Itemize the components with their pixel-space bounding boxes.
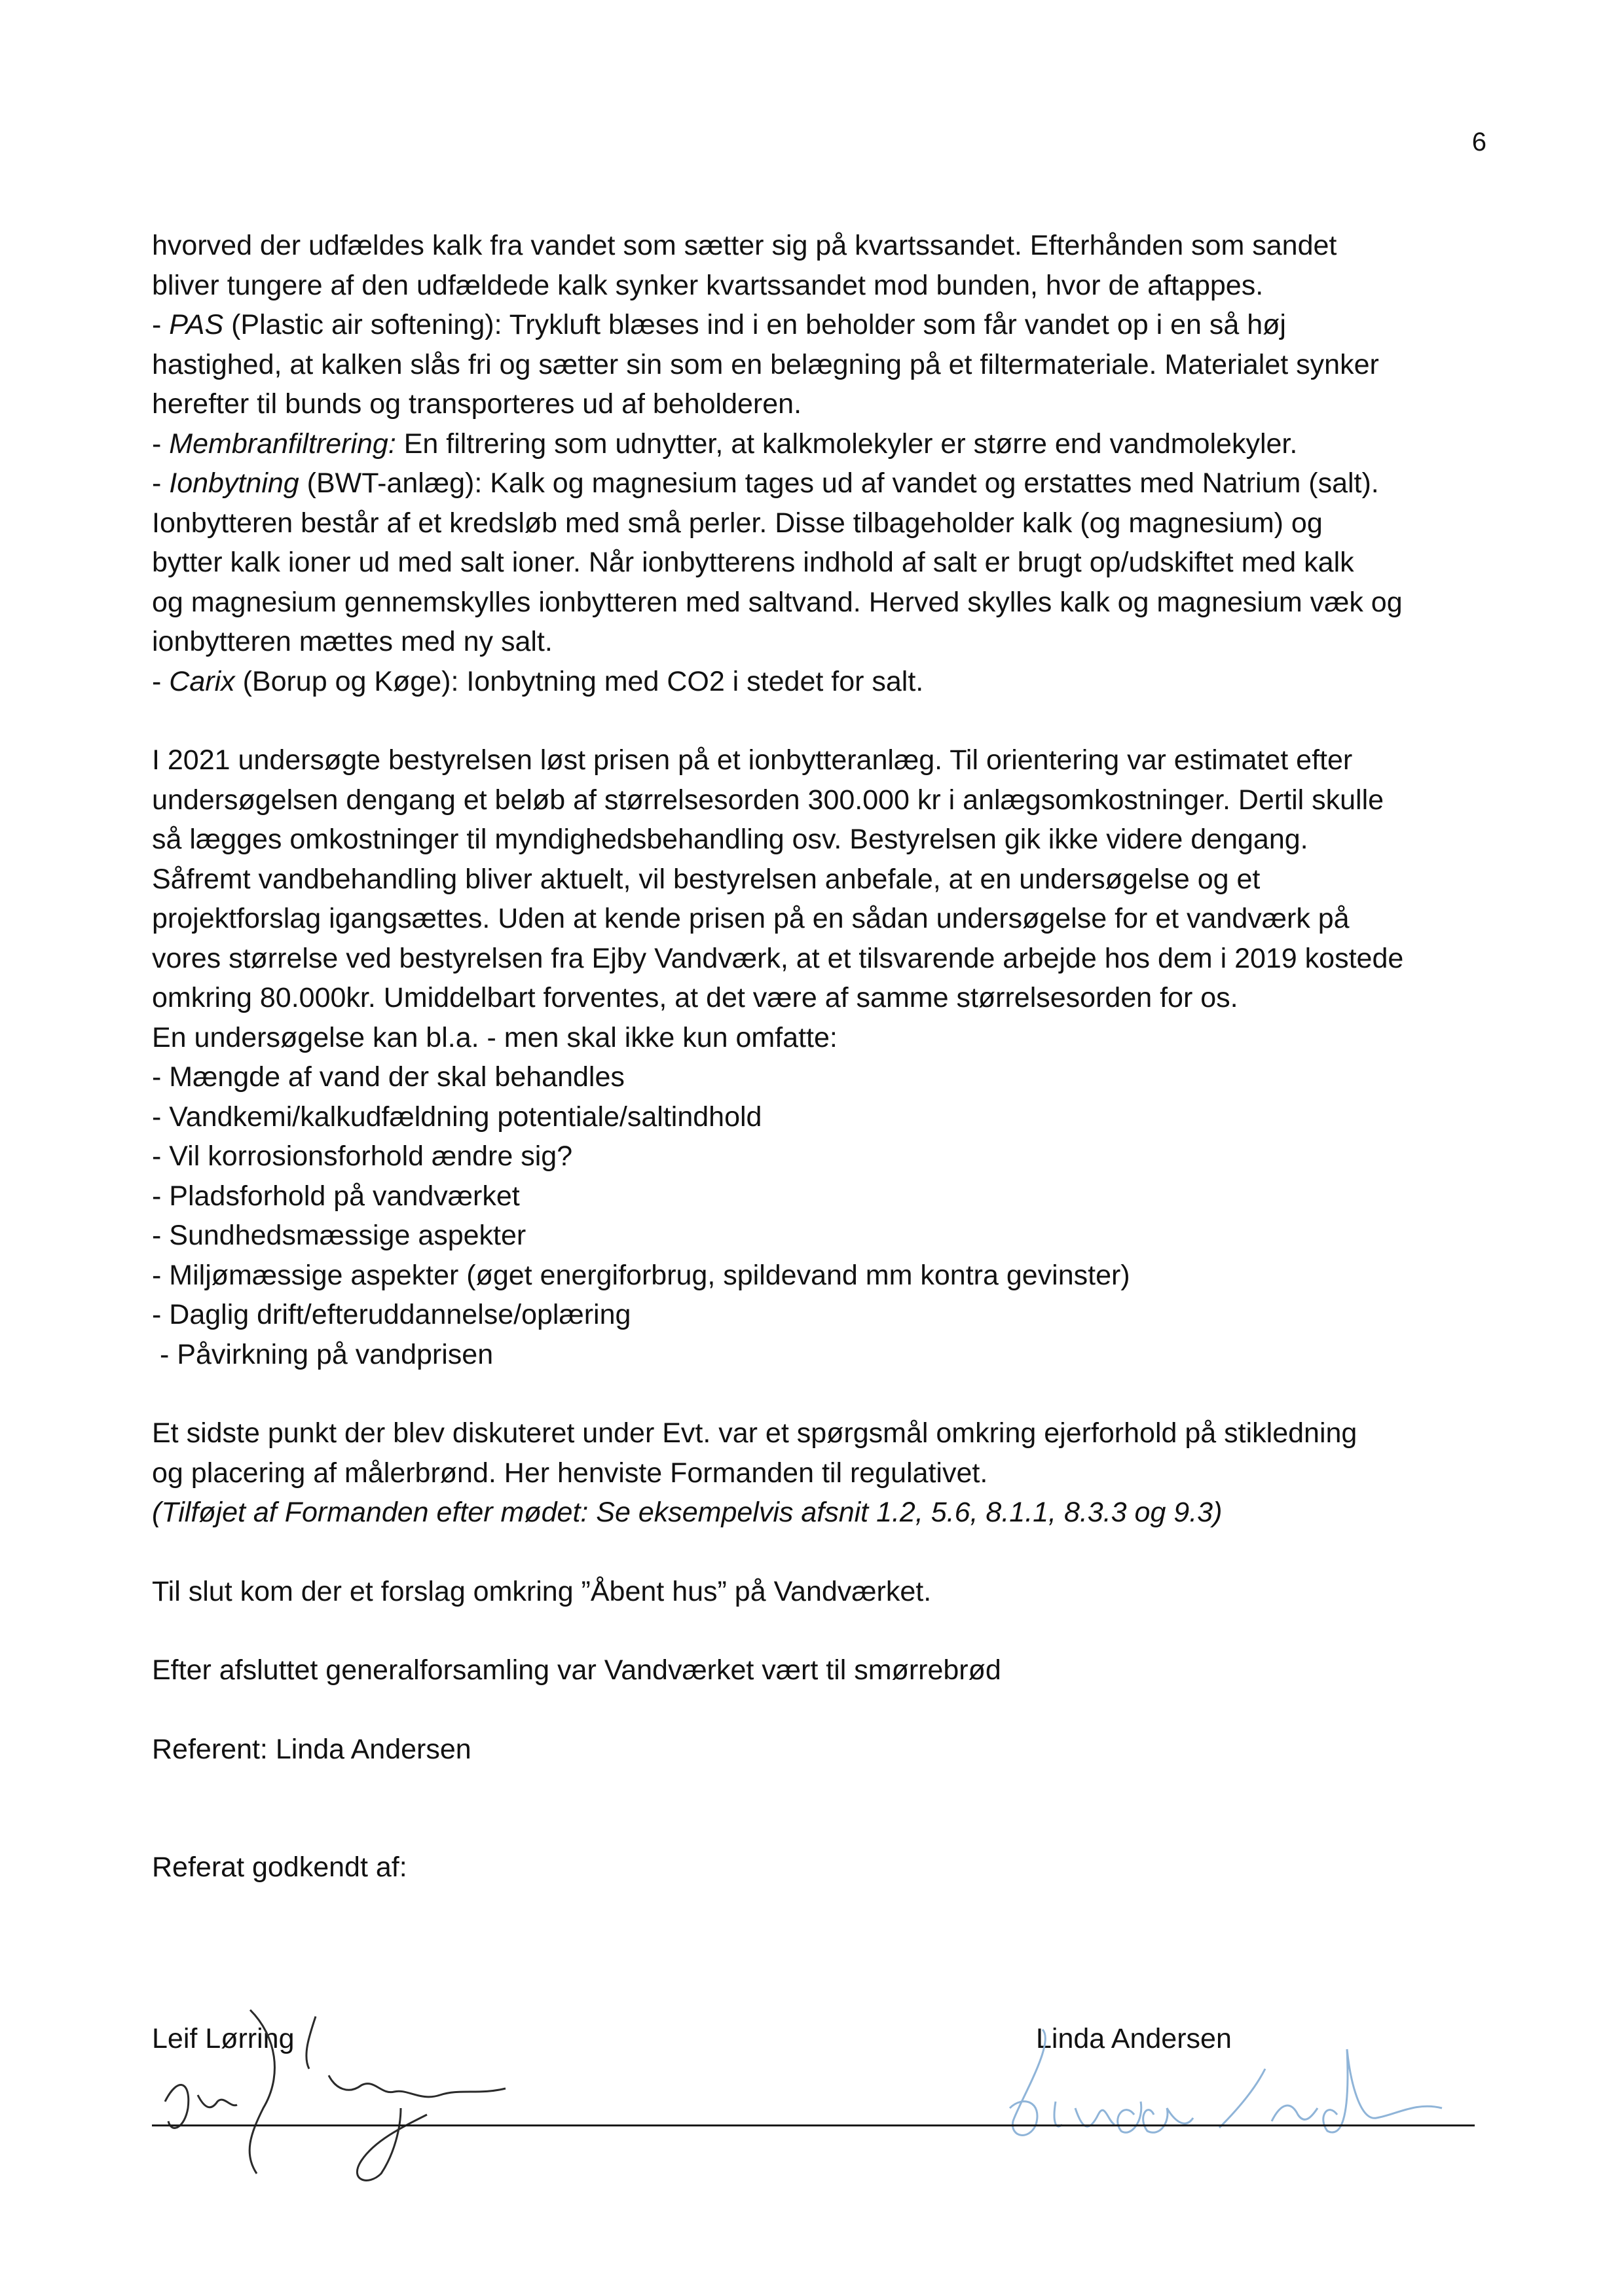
list-item: - Vil korrosionsforhold ændre sig?	[152, 1140, 573, 1172]
text-line: bytter kalk ioner ud med salt ioner. Når ionbytterens indhold af salt er brugt op/udskiftet med kalk	[152, 547, 1354, 578]
text-line: omkring 80.000kr. Umiddelbart forventes, at det være af samme størrelsesorden for os.	[152, 982, 1238, 1013]
text-line: Ionbytteren består af et kredsløb med små perler. Disse tilbageholder kalk (og magnesium) og	[152, 507, 1323, 539]
membran-term: Membranfiltrering:	[169, 428, 396, 460]
text-line: herefter til bunds og transporteres ud af beholderen.	[152, 388, 802, 420]
membran-text: En filtrering som udnytter, at kalkmolekyler er større end vandmolekyler.	[396, 428, 1298, 460]
left-signatory-name: Leif Lørring	[152, 2023, 295, 2054]
referent-line: Referent: Linda Andersen	[152, 1733, 471, 1765]
approval-heading: Referat godkendt af:	[152, 1851, 407, 1883]
signature-line	[152, 2124, 1475, 2126]
text-line: projektforslag igangsættes. Uden at kende prisen på en sådan undersøgelse for et vandværk på	[152, 903, 1350, 934]
text-line: ionbytteren mættes med ny salt.	[152, 626, 553, 657]
left-handwritten-signature	[152, 1997, 558, 2193]
ion-term: Ionbytning	[169, 467, 299, 499]
text-line: hvorved der udfældes kalk fra vandet som sætter sig på kvartssandet. Efterhånden som sandet	[152, 230, 1337, 261]
pas-text: (Plastic air softening): Trykluft blæses ind i en beholder som får vandet op i en så høj	[223, 309, 1286, 340]
list-item: - Sundhedsmæssige aspekter	[152, 1220, 526, 1251]
text-line: bliver tungere af den udfældede kalk synker kvartssandet mod bunden, hvor de aftappes.	[152, 269, 1264, 301]
list-item: - Vandkemi/kalkudfældning potentiale/saltindhold	[152, 1101, 762, 1133]
text-line: og placering af målerbrønd. Her henviste Formanden til regulativet.	[152, 1457, 988, 1489]
text-line: Et sidste punkt der blev diskuteret under Evt. var et spørgsmål omkring ejerforhold på stikledning	[152, 1417, 1357, 1449]
text-line: undersøgelsen dengang et beløb af størrelsesorden 300.000 kr i anlægsomkostninger. Dertil skulle	[152, 784, 1384, 816]
text-line: I 2021 undersøgte bestyrelsen løst prisen på et ionbytteranlæg. Til orientering var estimatet efter	[152, 744, 1353, 776]
carix-term: Carix	[169, 665, 235, 697]
signature-area	[152, 1997, 1475, 2232]
membran-item: - Membranfiltrering: En filtrering som udnytter, at kalkmolekyler er større end vandmolekyler.	[152, 428, 1298, 460]
text-line: vores størrelse ved bestyrelsen fra Ejby Vandværk, at et tilsvarende arbejde hos dem i 2019 kostede	[152, 942, 1404, 974]
text-line: og magnesium gennemskylles ionbytteren med saltvand. Herved skylles kalk og magnesium væk og	[152, 586, 1403, 618]
carix-text: (Borup og Køge): Ionbytning med CO2 i stedet for salt.	[234, 665, 924, 697]
text-line: Efter afsluttet generalforsamling var Vandværket vært til smørrebrød	[152, 1654, 1001, 1686]
carix-item: - Carix (Borup og Køge): Ionbytning med CO2 i stedet for salt.	[152, 665, 924, 697]
right-handwritten-signature	[984, 2003, 1455, 2154]
pas-term: PAS	[169, 309, 224, 340]
pas-item: - PAS (Plastic air softening): Trykluft blæses ind i en beholder som får vandet op i en så høj	[152, 309, 1286, 340]
page-number: 6	[1471, 128, 1486, 156]
list-item: - Daglig drift/efteruddannelse/oplæring	[152, 1299, 631, 1330]
ion-text: (BWT-anlæg): Kalk og magnesium tages ud af vandet og erstattes med Natrium (salt).	[299, 467, 1379, 499]
list-item: - Miljømæssige aspekter (øget energiforbrug, spildevand mm kontra gevinster)	[152, 1259, 1130, 1291]
list-item: - Påvirkning på vandprisen	[160, 1338, 494, 1370]
list-item: - Pladsforhold på vandværket	[152, 1180, 520, 1212]
text-line: En undersøgelse kan bl.a. - men skal ikke kun omfatte:	[152, 1021, 838, 1053]
list-item: - Mængde af vand der skal behandles	[152, 1061, 625, 1093]
text-line: Til slut kom der et forslag omkring ”Åbent hus” på Vandværket.	[152, 1575, 932, 1607]
document-body	[152, 226, 1494, 1887]
ion-item: - Ionbytning (BWT-anlæg): Kalk og magnesium tages ud af vandet og erstattes med Natrium (salt).	[152, 467, 1379, 499]
italic-note	[152, 1493, 1494, 1533]
text-line: Såfremt vandbehandling bliver aktuelt, vil bestyrelsen anbefale, at en undersøgelse og et	[152, 863, 1261, 895]
text-line: hastighed, at kalken slås fri og sætter sin som en belægning på et filtermateriale. Materialet synker	[152, 348, 1379, 380]
italic-note-text: (Tilføjet af Formanden efter mødet: Se eksempelvis afsnit 1.2, 5.6, 8.1.1, 8.3.3 og 9.3)	[152, 1497, 1223, 1528]
right-signatory-name: Linda Andersen	[1036, 2023, 1232, 2054]
text-line: så lægges omkostninger til myndighedsbehandling osv. Bestyrelsen gik ikke videre dengang.	[152, 824, 1308, 855]
